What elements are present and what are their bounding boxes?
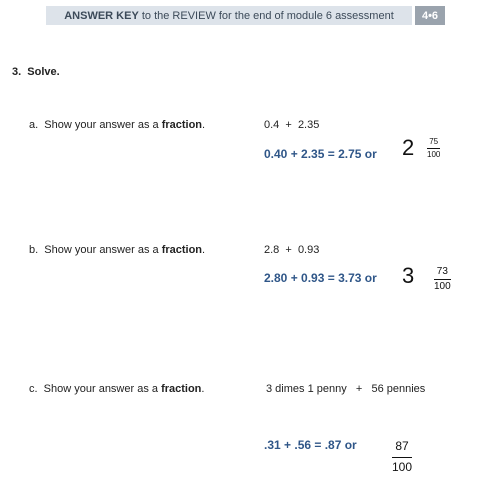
part-b-answer: 2.80 + 0.93 = 3.73 or: [264, 271, 377, 285]
part-a-label-bold: fraction: [161, 119, 203, 131]
part-a-answer: 0.40 + 2.35 = 2.75 or: [264, 147, 377, 161]
part-b-whole-number: 3: [402, 263, 415, 288]
part-c-fraction: [392, 440, 412, 473]
part-b-denominator: 100: [434, 281, 451, 292]
part-c-fraction-bar: [392, 457, 412, 458]
part-b-fraction: [434, 267, 451, 292]
part-b-fraction-bar: [434, 279, 451, 280]
part-c-label-prefix: c. Show your answer as a: [29, 383, 162, 395]
part-a-fraction-bar: [427, 148, 440, 149]
header-bar: [46, 6, 412, 25]
part-c-expression: 3 dimes 1 penny + 56 pennies: [266, 383, 426, 395]
part-a-label-prefix: a. Show your answer as a: [29, 119, 162, 131]
part-a-label: [29, 119, 205, 131]
part-a-whole-number: 2: [402, 135, 415, 160]
part-b-label-suffix: .: [202, 244, 206, 256]
part-a-numerator: 75: [429, 137, 439, 146]
part-b-label: [29, 244, 205, 256]
part-c-label-bold: fraction: [161, 383, 202, 395]
part-c-label-suffix: .: [201, 383, 205, 395]
part-a-label-suffix: .: [202, 119, 206, 131]
part-b-label-bold: fraction: [161, 244, 203, 256]
part-b-numerator: 73: [436, 266, 448, 277]
part-a-denominator: 100: [427, 150, 441, 159]
problem-title: 3. Solve.: [12, 66, 60, 78]
module-badge: 4•6: [415, 6, 445, 25]
part-c-denominator: 100: [392, 460, 413, 474]
part-c-answer: .31 + .56 = .87 or: [264, 438, 357, 452]
part-c-label: [29, 383, 204, 395]
part-b-label-prefix: b. Show your answer as a: [29, 244, 162, 256]
part-a-expression: 0.4 + 2.35: [264, 119, 320, 131]
part-a-fraction: [427, 138, 440, 159]
header-title: to the REVIEW for the end of module 6 assessment: [138, 9, 394, 22]
part-b-expression: 2.8 + 0.93: [264, 244, 320, 256]
part-c-numerator: 87: [395, 439, 409, 453]
header-answer-key: ANSWER KEY: [64, 9, 139, 22]
